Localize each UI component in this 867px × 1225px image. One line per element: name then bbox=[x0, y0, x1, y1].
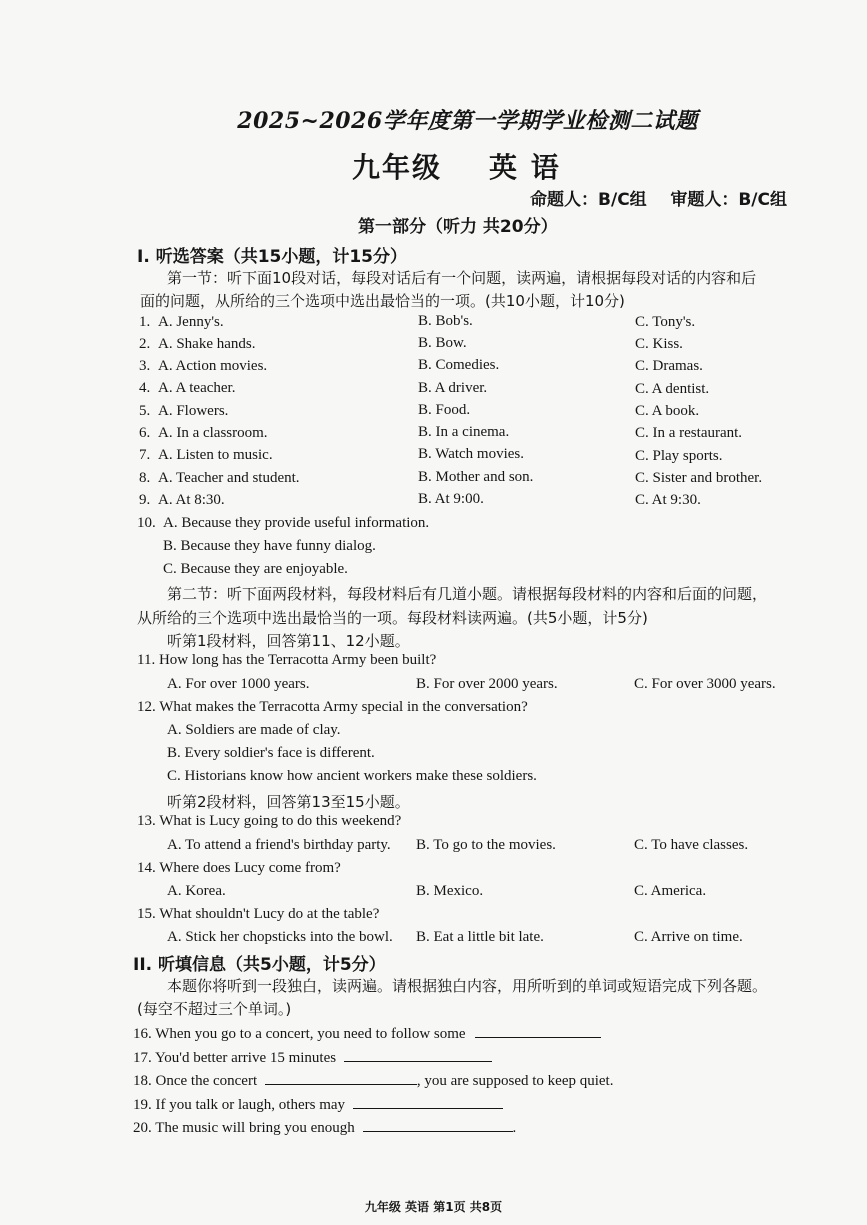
exam-subtitle: 九年级 英 语 bbox=[352, 151, 561, 184]
question-number: 10. bbox=[137, 515, 156, 531]
question-19 bbox=[133, 1094, 503, 1114]
option-a: A. Action movies. bbox=[158, 358, 268, 374]
option-a: A. Because they provide useful information. bbox=[163, 515, 430, 531]
option-a: A. Listen to music. bbox=[158, 447, 273, 463]
option-b: B. A driver. bbox=[418, 380, 488, 396]
option-b: B. Bow. bbox=[418, 335, 467, 351]
option-c: C. Dramas. bbox=[635, 358, 703, 374]
question-text: 13. What is Lucy going to do this weekend? bbox=[137, 813, 402, 829]
option-c: C. For over 3000 years. bbox=[634, 676, 776, 692]
section2-heading: II. 听填信息（共5小题，计5分） bbox=[133, 955, 386, 975]
option-a: A. Stick her chopsticks into the bowl. bbox=[167, 929, 393, 945]
page-footer: 九年级 英语 第1页 共8页 bbox=[364, 1200, 503, 1214]
option-a: A. A teacher. bbox=[158, 380, 236, 396]
material-2-instruction: 听第2段材料，回答第13至15小题。 bbox=[167, 793, 410, 811]
option-c: C. Kiss. bbox=[635, 336, 683, 352]
option-c: C. In a restaurant. bbox=[635, 425, 743, 441]
question-text: 11. How long has the Terracotta Army been built? bbox=[137, 652, 437, 668]
answer-blank[interactable] bbox=[363, 1117, 513, 1132]
option-b: B. Because they have funny dialog. bbox=[163, 538, 376, 554]
question-text: 12. What makes the Terracotta Army special in the conversation? bbox=[137, 699, 528, 715]
question-text-tail: , you are supposed to keep quiet. bbox=[416, 1073, 614, 1089]
option-a: A. Jenny's. bbox=[158, 314, 224, 330]
question-number: 2. bbox=[139, 336, 151, 352]
option-a: A. In a classroom. bbox=[158, 425, 268, 441]
option-b: B. At 9:00. bbox=[418, 491, 484, 507]
option-a: A. Shake hands. bbox=[158, 336, 256, 352]
question-number: 1. bbox=[139, 314, 151, 330]
question-number: 8. bbox=[139, 470, 151, 486]
option-c: C. Arrive on time. bbox=[634, 929, 743, 945]
option-b: B. Eat a little bit late. bbox=[416, 929, 544, 945]
option-a: A. For over 1000 years. bbox=[167, 676, 310, 692]
option-c: C. At 9:30. bbox=[635, 492, 701, 508]
question-text: 17. You'd better arrive 15 minutes bbox=[133, 1050, 337, 1066]
option-b: B. Watch movies. bbox=[418, 446, 525, 462]
option-c: C. Tony's. bbox=[635, 314, 696, 330]
option-b: B. In a cinema. bbox=[418, 424, 510, 440]
option-c: C. To have classes. bbox=[634, 837, 749, 853]
section1-part2-intro-line2: 从所给的三个选项中选出最恰当的一项。每段材料读两遍。(共5小题，计5分) bbox=[137, 609, 648, 627]
option-b: B. To go to the movies. bbox=[416, 837, 556, 853]
option-c: C. Play sports. bbox=[635, 448, 723, 464]
material-1-instruction: 听第1段材料，回答第11、12小题。 bbox=[167, 632, 410, 650]
question-text: 15. What shouldn't Lucy do at the table? bbox=[137, 906, 380, 922]
option-b: B. Every soldier's face is different. bbox=[167, 745, 375, 761]
option-c: C. Sister and brother. bbox=[635, 470, 763, 486]
question-text: 16. When you go to a concert, you need to follow some bbox=[133, 1026, 466, 1042]
setters-line: 命题人：B/C组 审题人：B/C组 bbox=[530, 190, 787, 210]
section2-intro-line2: (每空不超过三个单词。) bbox=[137, 1000, 292, 1018]
option-a: A. Flowers. bbox=[158, 403, 229, 419]
option-c: C. A book. bbox=[635, 403, 700, 419]
option-b: B. Comedies. bbox=[418, 357, 500, 373]
option-a: A. At 8:30. bbox=[158, 492, 225, 508]
question-text: 14. Where does Lucy come from? bbox=[137, 860, 341, 876]
option-c: C. A dentist. bbox=[635, 381, 710, 397]
section2-intro-line1: 本题你将听到一段独白，读两遍。请根据独白内容，用所听到的单词或短语完成下列各题。 bbox=[167, 977, 768, 995]
option-b: B. Food. bbox=[418, 402, 471, 418]
answer-blank[interactable] bbox=[353, 1094, 503, 1109]
exam-title: 2025~2026学年度第一学期学业检测二试题 bbox=[237, 108, 698, 134]
option-a: A. To attend a friend's birthday party. bbox=[167, 837, 391, 853]
section1-part2-intro-line1: 第二节：听下面两段材料，每段材料后有几道小题。请根据每段材料的内容和后面的问题， bbox=[167, 585, 768, 603]
answer-blank[interactable] bbox=[265, 1070, 417, 1085]
question-number: 9. bbox=[139, 492, 151, 508]
section1-intro-line2: 面的问题，从所给的三个选项中选出最恰当的一项。(共10小题，计10分) bbox=[140, 292, 625, 310]
section1-intro-line1: 第一节：听下面10段对话，每段对话后有一个问题，读两遍，请根据每段对话的内容和后 bbox=[167, 269, 757, 287]
option-c: C. Historians know how ancient workers make these soldiers. bbox=[167, 768, 537, 784]
question-number: 6. bbox=[139, 425, 151, 441]
section1-heading: I. 听选答案（共15小题，计15分） bbox=[137, 247, 408, 267]
option-b: B. Mexico. bbox=[416, 883, 484, 899]
option-a: A. Teacher and student. bbox=[158, 470, 300, 486]
question-17 bbox=[133, 1047, 492, 1067]
question-20 bbox=[133, 1117, 516, 1137]
option-b: B. For over 2000 years. bbox=[416, 676, 558, 692]
option-c: C. America. bbox=[634, 883, 707, 899]
question-18 bbox=[133, 1070, 613, 1090]
option-c: C. Because they are enjoyable. bbox=[163, 561, 348, 577]
option-a: A. Soldiers are made of clay. bbox=[167, 722, 341, 738]
question-number: 7. bbox=[139, 447, 151, 463]
answer-blank[interactable] bbox=[344, 1047, 492, 1062]
part-heading: 第一部分（听力 共20分） bbox=[358, 217, 558, 237]
question-text: 20. The music will bring you enough bbox=[133, 1120, 355, 1136]
question-number: 3. bbox=[139, 358, 151, 374]
question-number: 5. bbox=[139, 403, 151, 419]
answer-blank[interactable] bbox=[475, 1023, 601, 1038]
question-text: 18. Once the concert bbox=[133, 1073, 258, 1089]
question-text-tail: . bbox=[512, 1120, 517, 1136]
option-b: B. Bob's. bbox=[418, 313, 473, 329]
question-16 bbox=[133, 1023, 601, 1043]
option-b: B. Mother and son. bbox=[418, 469, 534, 485]
question-text: 19. If you talk or laugh, others may bbox=[133, 1097, 346, 1113]
question-number: 4. bbox=[139, 380, 151, 396]
option-a: A. Korea. bbox=[167, 883, 226, 899]
